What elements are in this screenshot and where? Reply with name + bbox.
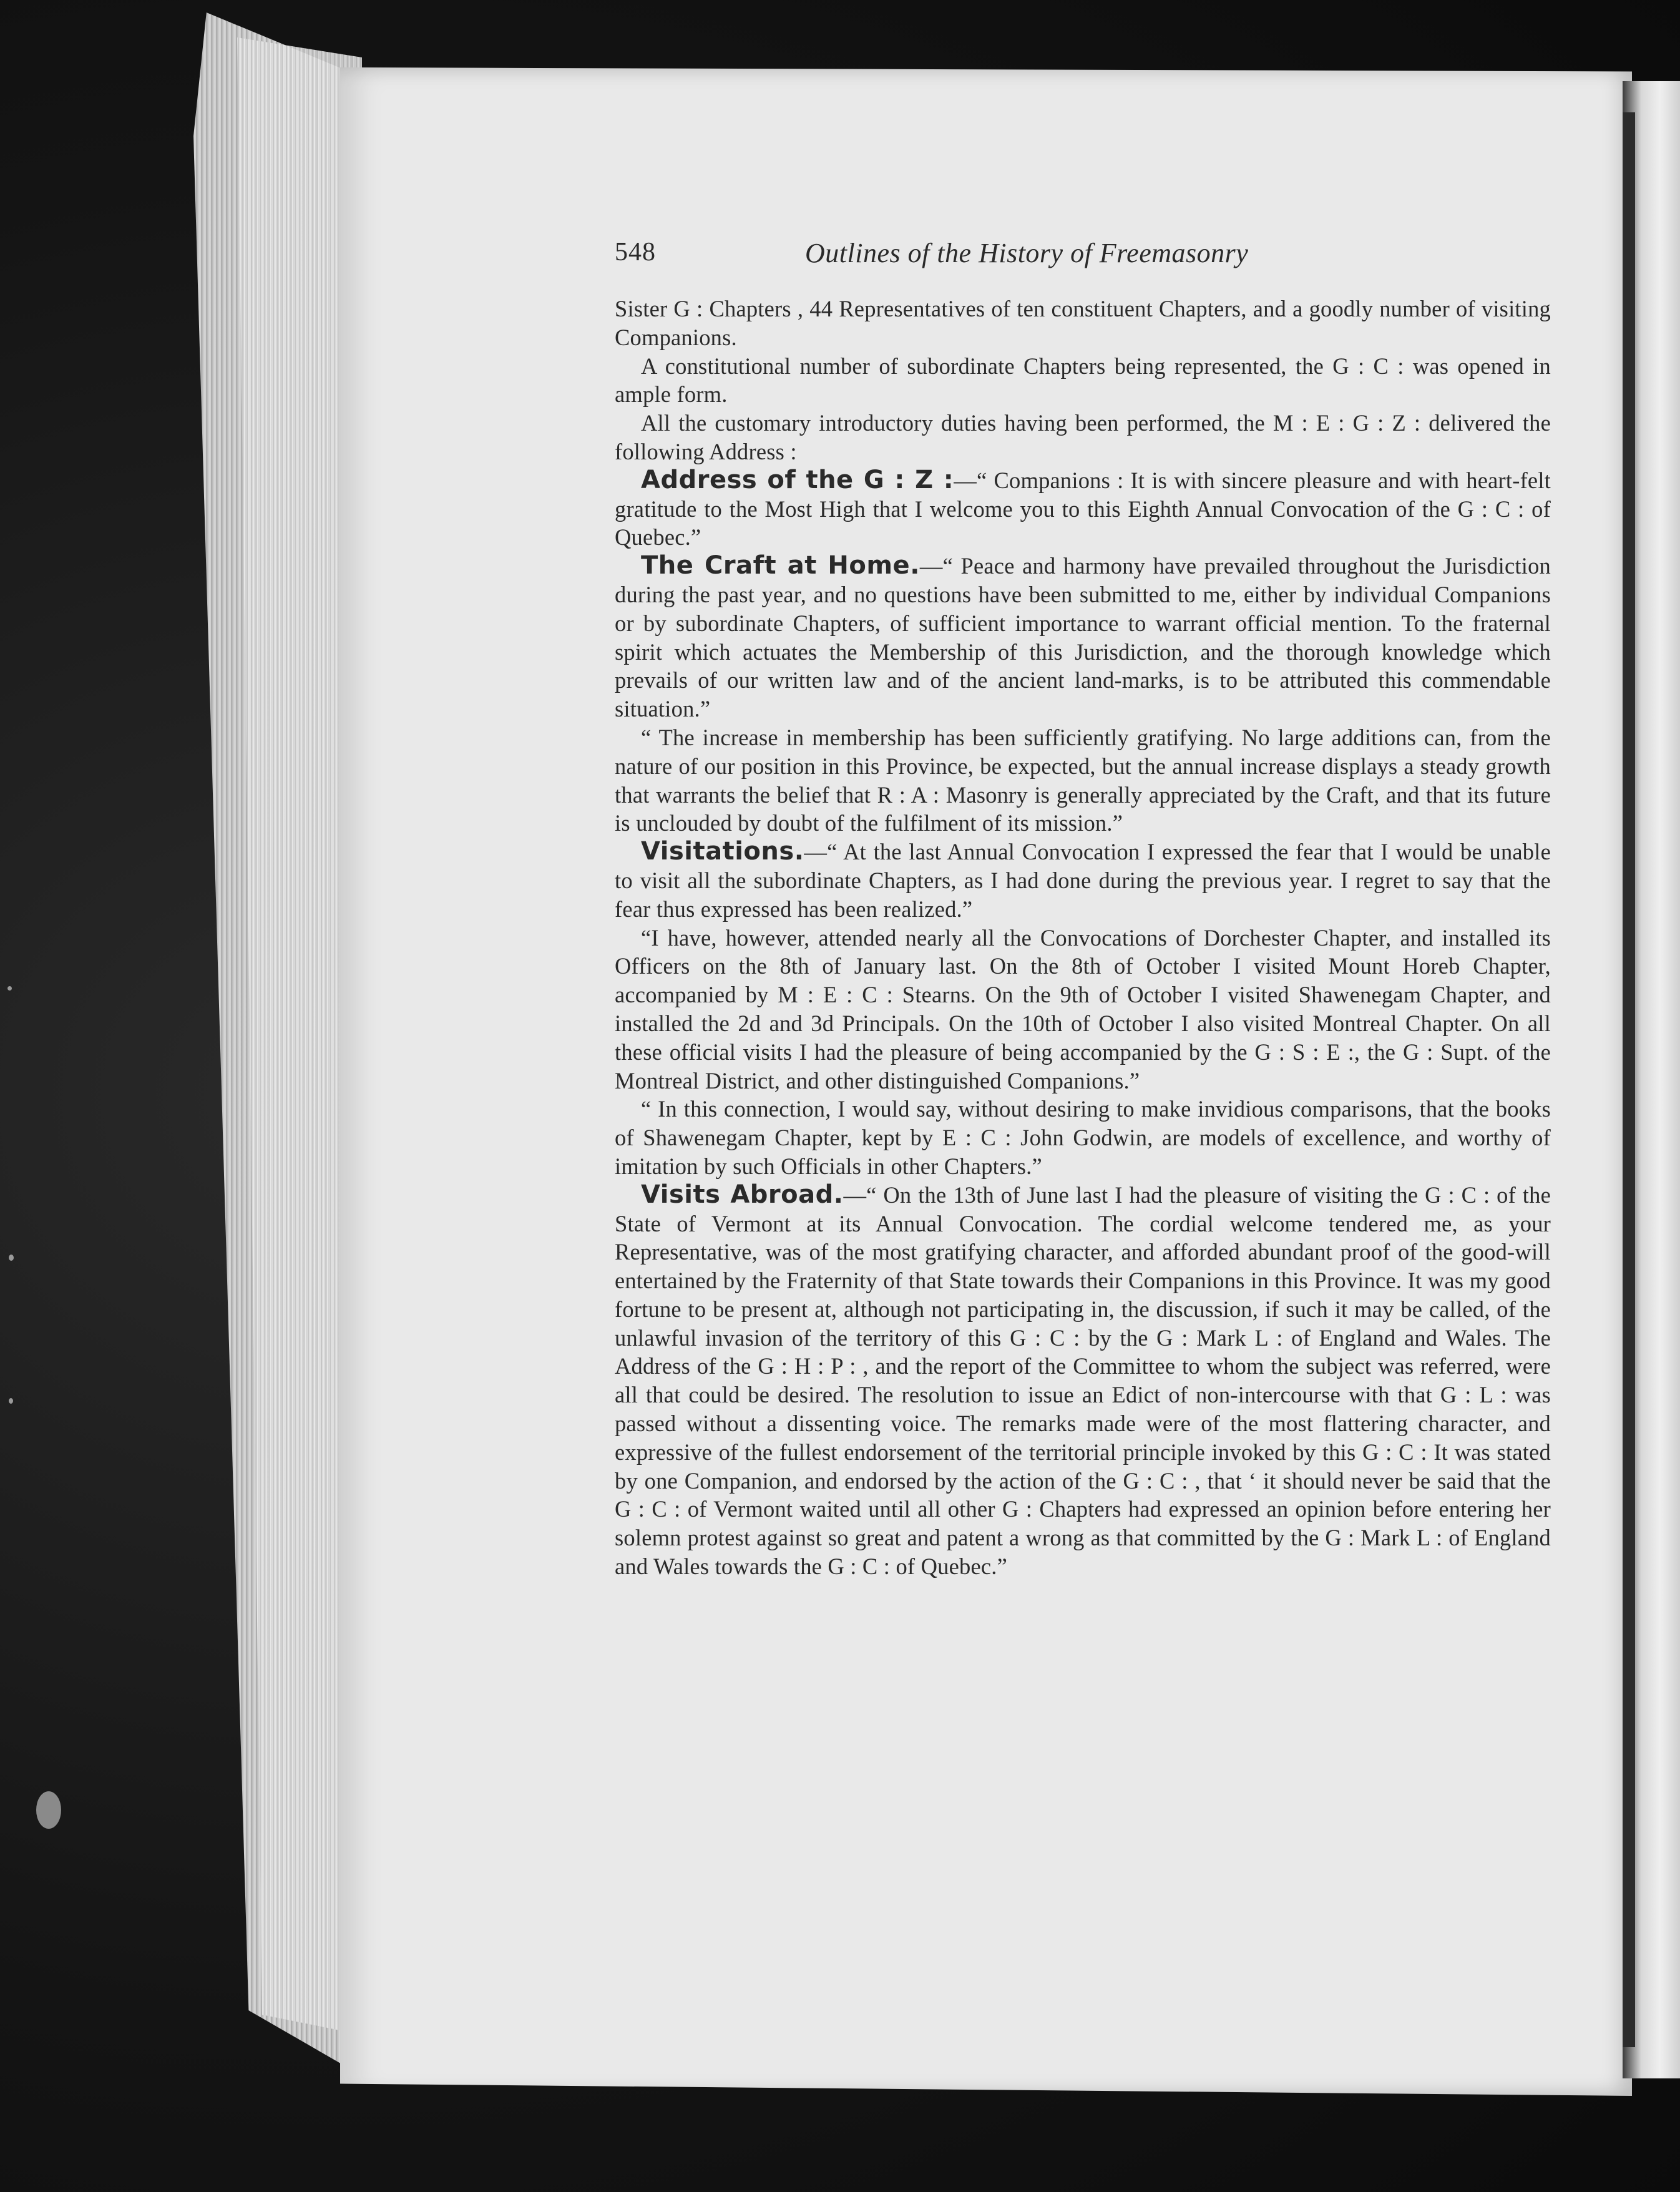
dust-speck (9, 1398, 13, 1404)
paragraph-text: —“ Companions : It is with sincere pleasure and with heart-felt gratitude to the Most High that I welcome you to this Eighth Annual Convocation of the G : C : of Quebec.” (615, 467, 1551, 550)
section-heading: Address of the G : Z : (641, 465, 954, 494)
paragraph (615, 924, 1551, 1095)
paragraph-text: “ In this connection, I would say, without desiring to make invidious comparisons, that the books of Shawenegam Chapter, kept by E : C : John Godwin, are models of excellence, and worthy of imitation by such Officials in other Chapters.” (615, 1096, 1551, 1179)
paragraph (615, 466, 1551, 552)
page-content (615, 237, 1551, 1581)
running-head (615, 237, 1551, 281)
dust-speck (36, 1791, 61, 1829)
section-heading: Visits Abroad. (641, 1180, 844, 1209)
dust-speck (7, 986, 12, 991)
paragraph-text: —“ Peace and harmony have prevailed throughout the Jurisdiction during the past year, and no questions have been submitted to me, either by individual Companions or by subordinate Chapters, of sufficient importance to warrant official mention. To the fraternal spirit which actuates the Membership of this Jurisdiction, and the thorough knowledge which prevails of our written law and of the ancient land-marks, is to be attributed this commendable situation.” (615, 553, 1551, 722)
paragraph-text: A constitutional number of subordinate Chapters being represented, the G : C : was opened in ample form. (615, 353, 1551, 408)
paragraph-text: —“ At the last Annual Convocation I expressed the fear that I would be unable to visit all the subordinate Chapters, as I had done during the previous year. I regret to say that the fear thus expressed has been realized.” (615, 839, 1551, 922)
paragraph (615, 1095, 1551, 1180)
body-text (615, 295, 1551, 1581)
section-heading: The Craft at Home. (641, 551, 920, 580)
section-heading: Visitations. (641, 837, 804, 866)
paragraph (615, 295, 1551, 352)
gutter-shadow (1623, 112, 1635, 2047)
paragraph-text: “ The increase in membership has been sufficiently gratifying. No large additions can, from the nature of our position in this Province, be expected, but the annual increase displays a steady growth that warrants the belief that R : A : Masonry is generally appreciated by the Craft, and that its future is unclouded by doubt of the fulfilment of its mission.” (615, 724, 1551, 836)
paragraph-text: —“ On the 13th of June last I had the pleasure of visiting the G : C : of the State of Vermont at its Annual Convocation. The cordial welcome tendered me, as your Representative, was of the most gratifying character, and afforded abundant proof of the good-will entertained by the Fraternity of that State towards their Companions in this Province. It was my good fortune to be present at, although not participating in, the discussion, if such it may be called, of the unlawful invasion of the territory of this G : C : by the G : Mark L : of England and Wales. The Address of the G : H : P : , and the report of the Committee to whom the subject was referred, were all that could be desired. The resolution to issue an Edict of non-intercourse with that G : L : was passed without a dissenting voice. The remarks made were of the most flattering character, and expressive of the fullest endorsement of the territorial principle invoked by this G : C : It was stated by one Companion, and endorsed by the action of the G : C : , that ‘ it should never be said that the G : C : of Vermont waited until all other G : Chapters had expressed an opinion before entering her solemn protest against so great and patent a wrong as that committed by the G : Mark L : of England and Wales towards the G : C : of Quebec.” (615, 1182, 1551, 1580)
paragraph (615, 409, 1551, 466)
paragraph (615, 552, 1551, 723)
paragraph (615, 1181, 1551, 1581)
page-number: 548 (615, 238, 656, 267)
running-title: Outlines of the History of Freemasonry (805, 238, 1249, 268)
dust-speck (9, 1255, 14, 1261)
paragraph-text: Sister G : Chapters , 44 Representatives of ten constituent Chapters, and a goodly number of visiting Companions. (615, 296, 1551, 350)
paragraph (615, 352, 1551, 409)
paragraph-text: All the customary introductory duties having been performed, the M : E : G : Z : delivered the following Address : (615, 410, 1551, 464)
paragraph-text: “I have, however, attended nearly all the Convocations of Dorchester Chapter, and installed its Officers on the 8th of January last. On the 8th of October I visited Mount Horeb Chapter, accompanied by M : E : C : Stearns. On the 9th of October I visited Shawenegam Chapter, and installed the 2d and 3d Principals. On the 10th of October I also visited Montreal Chapter. On all these official visits I had the pleasure of being accompanied by the G : S : E :, the G : Supt. of the Montreal District, and other distinguished Companions.” (615, 924, 1551, 1094)
paragraph (615, 838, 1551, 923)
paragraph (615, 723, 1551, 838)
